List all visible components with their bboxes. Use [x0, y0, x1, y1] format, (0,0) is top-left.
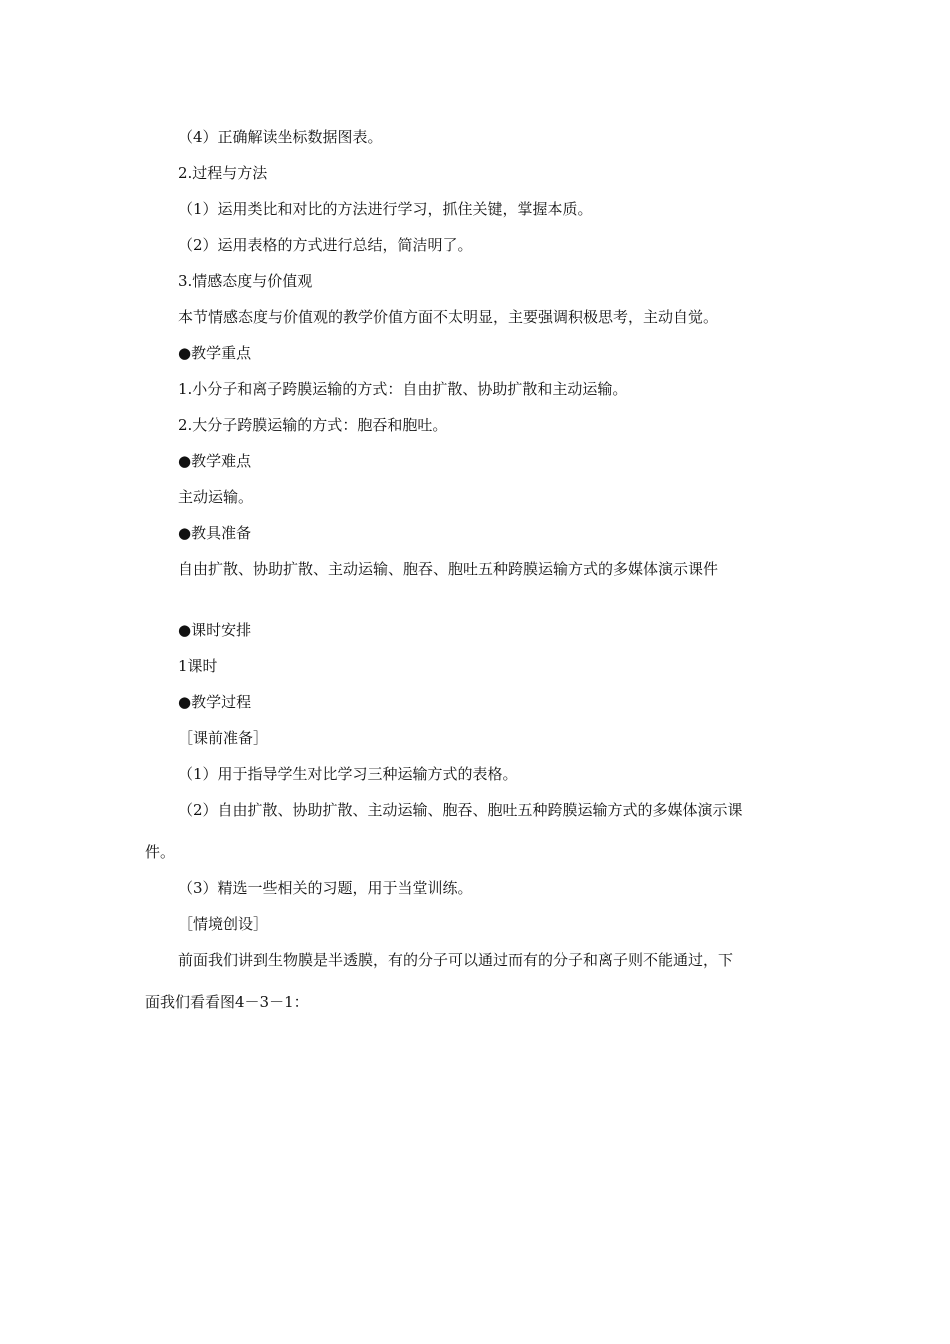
- text-line: 自由扩散、协助扩散、主动运输、胞吞、胞吐五种跨膜运输方式的多媒体演示课件: [178, 560, 719, 578]
- text-line: （3）精选一些相关的习题，用于当堂训练。: [178, 879, 473, 897]
- bullet-heading: ●教学过程: [178, 693, 252, 711]
- bullet-heading: ●教学难点: [178, 452, 252, 470]
- text-line: （2）运用表格的方式进行总结，简洁明了。: [178, 236, 473, 254]
- text-line: （1）用于指导学生对比学习三种运输方式的表格。: [178, 765, 518, 783]
- bullet-heading: ●课时安排: [178, 621, 252, 639]
- bullet-heading: ●教具准备: [178, 524, 252, 542]
- text-line: 前面我们讲到生物膜是半透膜，有的分子可以通过而有的分子和离子则不能通过，下: [178, 951, 734, 969]
- text-line-continuation: 面我们看看图4－3－1：: [145, 993, 309, 1011]
- subsection-heading: ［课前准备］: [178, 729, 269, 747]
- text-line: 1课时: [178, 657, 218, 675]
- text-line-continuation: 件。: [145, 843, 176, 861]
- text-line: （1）运用类比和对比的方法进行学习，抓住关键，掌握本质。: [178, 200, 593, 218]
- text-line: 1.小分子和离子跨膜运输的方式：自由扩散、协助扩散和主动运输。: [178, 380, 628, 398]
- text-line: （2）自由扩散、协助扩散、主动运输、胞吞、胞吐五种跨膜运输方式的多媒体演示课: [178, 801, 743, 819]
- text-line: 2.大分子跨膜运输的方式：胞吞和胞吐。: [178, 416, 448, 434]
- text-line: （4）正确解读坐标数据图表。: [178, 128, 383, 146]
- bullet-heading: ●教学重点: [178, 344, 252, 362]
- subsection-heading: ［情境创设］: [178, 915, 269, 933]
- section-heading: 2.过程与方法: [178, 164, 268, 182]
- text-line: 主动运输。: [178, 488, 254, 506]
- section-heading: 3.情感态度与价值观: [178, 272, 313, 290]
- text-line: 本节情感态度与价值观的教学价值方面不太明显，主要强调积极思考，主动自觉。: [178, 308, 719, 326]
